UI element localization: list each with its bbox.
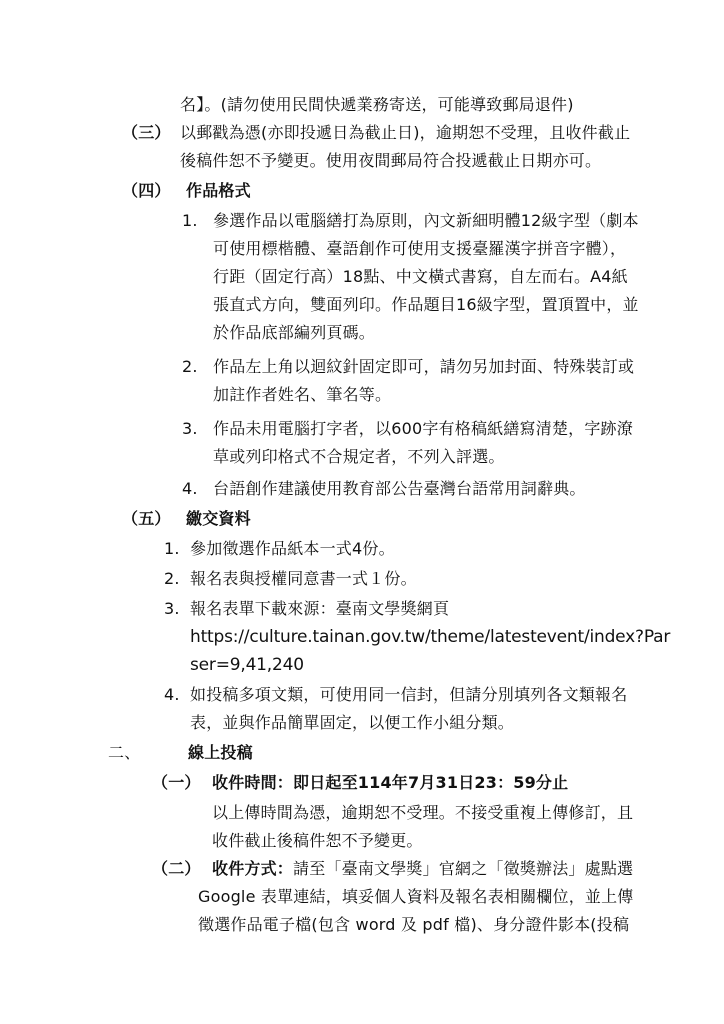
sec4-item-3-number: 3. bbox=[182, 419, 198, 438]
online-2-label: 收件方式： bbox=[212, 859, 294, 878]
sec5-item-4-number: 4. bbox=[164, 685, 180, 704]
sec4-item-2-number: 2. bbox=[182, 357, 198, 376]
sec4-item-3-line: 作品未用電腦打字者，以600字有格稿紙繕寫清楚，字跡潦 bbox=[213, 419, 633, 438]
sec4-item-3-line: 草或列印格式不合規定者，不列入評選。 bbox=[213, 447, 505, 466]
sec5-item-3-line: 報名表單下載來源：臺南文學獎網頁 bbox=[190, 599, 450, 618]
section-3-line-1: 以郵戳為憑(亦即投遞日為截止日)，逾期恕不受理，且收件截止 bbox=[180, 123, 631, 142]
section-3-continuation: 名】。(請勿使用民間快遞業務寄送，可能導致郵局退件) bbox=[180, 95, 574, 114]
sec4-item-2-line: 加註作者姓名、筆名等。 bbox=[213, 385, 392, 404]
part-2-heading: 線上投稿 bbox=[188, 743, 253, 762]
online-2-line-2: Google 表單連結，填妥個人資料及報名表相關欄位，並上傳 bbox=[198, 887, 634, 906]
section-4-heading: 作品格式 bbox=[186, 181, 251, 200]
part-2-marker: 二、 bbox=[108, 743, 141, 762]
download-url-line-1[interactable]: https://culture.tainan.gov.tw/theme/latestevent/index?Par bbox=[190, 627, 671, 647]
sec5-item-1-number: 1. bbox=[164, 539, 180, 558]
online-1-marker: （一） bbox=[152, 773, 201, 792]
online-1-line-2: 收件截止後稿件恕不予變更。 bbox=[212, 831, 423, 850]
online-2-line-1 bbox=[212, 858, 633, 880]
sec4-item-1-line: 參選作品以電腦繕打為原則，內文新細明體12級字型（劇本 bbox=[213, 211, 639, 230]
sec5-item-1-line: 參加徵選作品紙本一式4份。 bbox=[190, 539, 395, 558]
section-3-line-2: 後稿件恕不予變更。使用夜間郵局符合投遞截止日期亦可。 bbox=[180, 151, 602, 170]
sec4-item-1-line: 張直式方向，雙面列印。作品題目16級字型，置頂置中，並 bbox=[213, 295, 639, 314]
sec4-item-1-number: 1. bbox=[182, 211, 198, 230]
sec5-item-2-line: 報名表與授權同意書一式１份。 bbox=[190, 569, 417, 588]
sec5-item-4-line: 表，並與作品簡單固定，以便工作小組分類。 bbox=[190, 713, 515, 732]
online-2-marker: （二） bbox=[152, 859, 201, 878]
online-1-label: 收件時間：即日起至114年7月31日23：59分止 bbox=[212, 773, 569, 792]
sec4-item-1-line: 於作品底部編列頁碼。 bbox=[213, 323, 376, 342]
sec4-item-4-line: 台語創作建議使用教育部公告臺灣台語常用詞辭典。 bbox=[213, 479, 586, 498]
section-5-marker: （五） bbox=[122, 509, 171, 528]
sec4-item-2-line: 作品左上角以迴紋針固定即可，請勿另加封面、特殊裝訂或 bbox=[213, 357, 635, 376]
sec4-item-4-number: 4. bbox=[182, 479, 198, 498]
online-1-line-1: 以上傳時間為憑，逾期恕不受理。不接受重複上傳修訂，且 bbox=[212, 803, 634, 822]
download-url-line-2[interactable]: ser=9,41,240 bbox=[190, 655, 304, 675]
sec4-item-1-line: 可使用標楷體、臺語創作可使用支援臺羅漢字拼音字體）， bbox=[213, 239, 627, 258]
sec5-item-2-number: 2. bbox=[164, 569, 180, 588]
section-4-marker: （四） bbox=[122, 181, 171, 200]
section-3-marker: （三） bbox=[122, 123, 171, 142]
sec5-item-4-line: 如投稿多項文類，可使用同一信封，但請分別填列各文類報名 bbox=[190, 685, 628, 704]
section-5-heading: 繳交資料 bbox=[186, 509, 251, 528]
sec4-item-1-line: 行距（固定行高）18點、中文橫式書寫，自左而右。A4紙 bbox=[213, 267, 628, 286]
sec5-item-3-number: 3. bbox=[164, 599, 180, 618]
online-2-line-3: 徵選作品電子檔(包含 word 及 pdf 檔)、身分證件影本(投稿 bbox=[198, 915, 630, 934]
online-2-text: 請至「臺南文學獎」官網之「徵獎辦法」處點選 bbox=[293, 859, 634, 878]
